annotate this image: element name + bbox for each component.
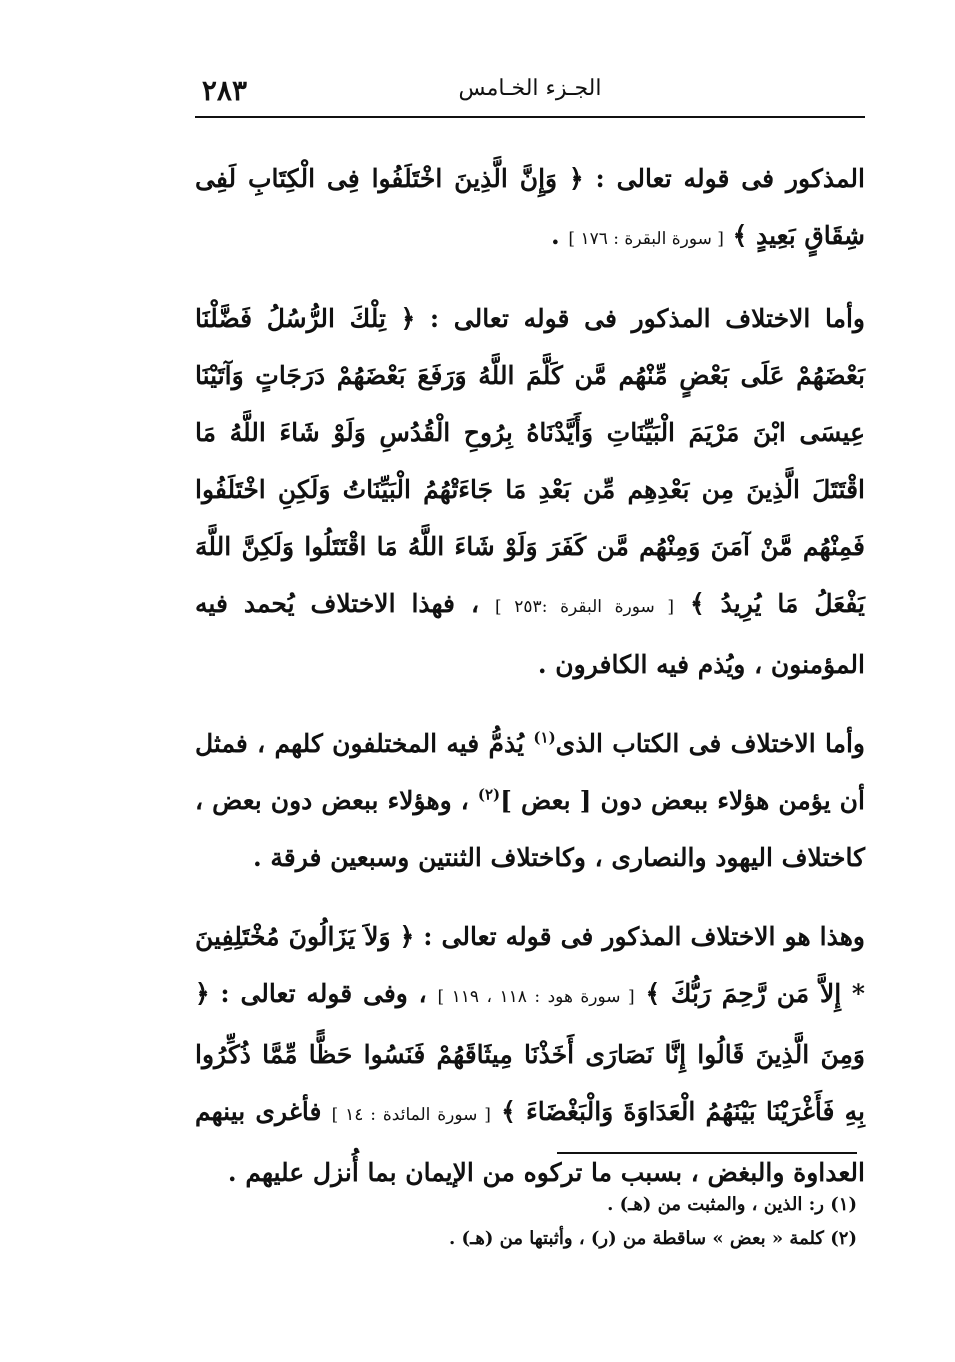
main-text [195,150,865,1217]
footnote-marker-1[interactable]: (١) [533,728,556,747]
footnote-2: (٢) كلمة « بعض » ساقطة من (ر) ، وأثبتها من (هـ) . [449,1228,857,1249]
paragraph-3-text: وأما الاختلاف فى الكتاب الذى [555,729,865,758]
quran-reference: [ سورة البقرة :٢٥٣ ] [494,597,675,617]
paragraph-4 [195,908,865,1201]
page-number: ٢٨٣ [201,74,247,107]
paragraph-2-text: وأما الاختلاف المذكور فى قوله تعالى : ﴿ تِلْكَ الرُّسُلُ فَضَّلْنَا بَعْضَهُمْ عَلَى بَعْضٍ مِّنْهُم مَّن كَلَّمَ اللَّهُ وَرَفَعَ بَعْضَهُمْ دَرَجَاتٍ وَآتَيْنَا عِيسَى ابْنَ مَرْيَمَ الْبَيِّنَاتِ وَأَيَّدْنَاهُ بِرُوحِ الْقُدُسِ وَلَوْ شَاءَ اللَّهُ مَا اقْتَتَلَ الَّذِينَ مِن بَعْدِهِم مِّن بَعْدِ مَا جَاءَتْهُمُ الْبَيِّنَاتُ وَلَكِنِ اخْتَلَفُوا فَمِنْهُم مَّنْ آمَنَ وَمِنْهُم مَّن كَفَرَ وَلَوْ شَاءَ اللَّهُ مَا اقْتَتَلُوا وَلَكِنَّ اللَّهَ يَفْعَلُ مَا يُرِيدُ ﴾ [195,304,865,618]
footnote-marker-2[interactable]: (٢) [477,785,501,804]
running-head-title: الجـزء الخـامس [458,76,602,101]
footnote-rule [557,1152,857,1154]
paragraph-4-text: وهذا هو الاختلاف المذكور فى قوله تعالى : ﴿ وَلاَ يَزَالُونَ مُخْتَلِفِينَ * إِلاَّ مَن رَّحِمَ رَبُّكَ ﴾ [195,922,865,1008]
paragraph-1 [195,150,865,268]
paragraph-2 [195,290,865,693]
footnotes [195,1188,857,1256]
header-rule [195,116,865,118]
paragraph-3 [195,715,865,886]
quran-reference: [ سورة المائدة : ١٤ ] [331,1105,491,1125]
running-head [195,66,865,110]
paragraph-2-continuation: ، فهذا الاختلاف يُحمد فيه المؤمنون ، ويُذم فيه الكافرون . [195,589,865,679]
paragraph-3-continuation: يُذمُّ فيه المختلفون كلهم ، فمثل أن يؤمن هؤلاء ببعض دون [ بعض ] [195,729,865,815]
paragraph-4-continuation: ، وفى قوله تعالى : ﴿ وَمِنَ الَّذِينَ قَالُوا إِنَّا نَصَارَى أَخَذْنَا مِيثَاقَهُمْ فَنَسُوا حَظًّا مِّمَّا ذُكِّرُوا بِهِ فَأَغْرَيْنَا بَيْنَهُمُ الْعَدَاوَةَ وَالْبَغْضَاءَ ﴾ [195,979,865,1126]
paragraph-1-end: . [550,221,560,250]
quran-reference: [ سورة البقرة : ١٧٦ ] [568,229,724,249]
quran-reference: [ سورة هود : ١١٨ ، ١١٩ ] [437,987,635,1007]
paragraph-4-end: فأغرى بينهم العداوة والبغض ، بسبب ما تركوه من الإيمان بما أُنزل عليهم . [195,1097,865,1187]
paragraph-1-text: المذكور فى قوله تعالى : ﴿ وَإِنَّ الَّذِينَ اخْتَلَفُوا فِى الْكِتَابِ لَفِى شِقَاقٍ بَعِيدٍ ﴾ [195,164,865,250]
footnote-1: (١) ر: الذين ، والمثبت من (هـ) . [607,1194,857,1215]
paragraph-3-end: ، وهؤلاء ببعض دون بعض ، كاختلاف اليهود والنصارى ، وكاختلاف الثنتين وسبعين فرقة . [195,786,865,872]
